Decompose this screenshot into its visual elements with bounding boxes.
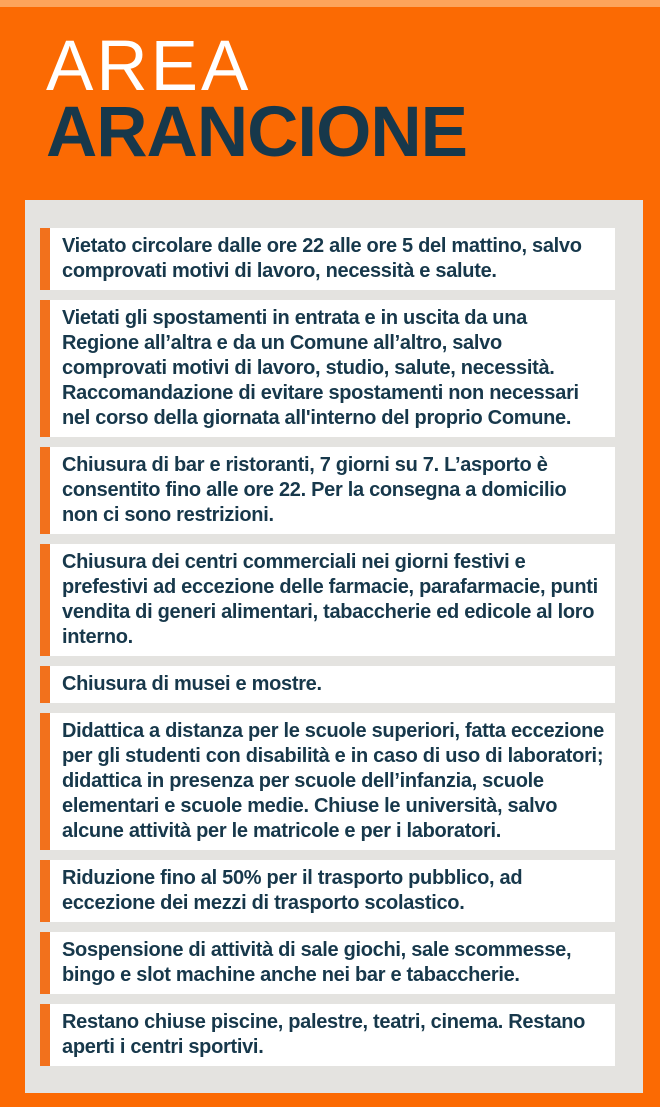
title-arancione: ARANCIONE — [46, 93, 467, 172]
restrictions-panel — [25, 200, 643, 1093]
restriction-text: Sospensione di attività di sale giochi, sale scommesse, bingo e slot machine anche nei bar e tabaccherie. — [50, 932, 615, 994]
accent-bar — [40, 300, 50, 437]
accent-bar — [40, 713, 50, 850]
accent-bar — [40, 544, 50, 656]
accent-bar — [40, 228, 50, 290]
accent-bar — [40, 1004, 50, 1066]
poster-header — [0, 0, 660, 200]
restriction-text: Vietati gli spostamenti in entrata e in uscita da una Regione all’altra e da un Comune all’altro, salvo comprovati motivi di lavoro, studio, salute, necessità. Raccomandazione di evitare spostamenti non necessari nel corso della giornata all'interno del proprio Comune. — [50, 300, 615, 437]
title-area: AREA — [46, 27, 252, 106]
accent-bar — [40, 860, 50, 922]
restriction-text: Didattica a distanza per le scuole superiori, fatta eccezione per gli studenti con disabilità e in caso di uso di laboratori; didattica in presenza per scuole dell’infanzia, scuole elementari e scuole medie. Chiuse le università, salvo alcune attività per le matricole e per i laboratori. — [50, 713, 615, 850]
restriction-item — [40, 447, 615, 534]
accent-bar — [40, 932, 50, 994]
restriction-text: Riduzione fino al 50% per il trasporto pubblico, ad eccezione dei mezzi di trasporto scolastico. — [50, 860, 615, 922]
restriction-item — [40, 300, 615, 437]
restriction-item — [40, 228, 615, 290]
restriction-item — [40, 544, 615, 656]
restriction-item — [40, 1004, 615, 1066]
restrictions-list — [40, 228, 615, 1066]
restriction-text: Chiusura di bar e ristoranti, 7 giorni su 7. L’asporto è consentito fino alle ore 22. Per la consegna a domicilio non ci sono restrizioni. — [50, 447, 615, 534]
restriction-text: Vietato circolare dalle ore 22 alle ore 5 del mattino, salvo comprovati motivi di lavoro, necessità e salute. — [50, 228, 615, 290]
restriction-item — [40, 932, 615, 994]
restriction-text: Restano chiuse piscine, palestre, teatri, cinema. Restano aperti i centri sportivi. — [50, 1004, 615, 1066]
restriction-text: Chiusura di musei e mostre. — [50, 666, 615, 703]
accent-bar — [40, 666, 50, 703]
restriction-item — [40, 860, 615, 922]
accent-bar — [40, 447, 50, 534]
restriction-text: Chiusura dei centri commerciali nei giorni festivi e prefestivi ad eccezione delle farmacie, parafarmacie, punti vendita di generi alimentari, tabaccherie ed edicole al loro interno. — [50, 544, 615, 656]
restriction-item — [40, 713, 615, 850]
restriction-item — [40, 666, 615, 703]
